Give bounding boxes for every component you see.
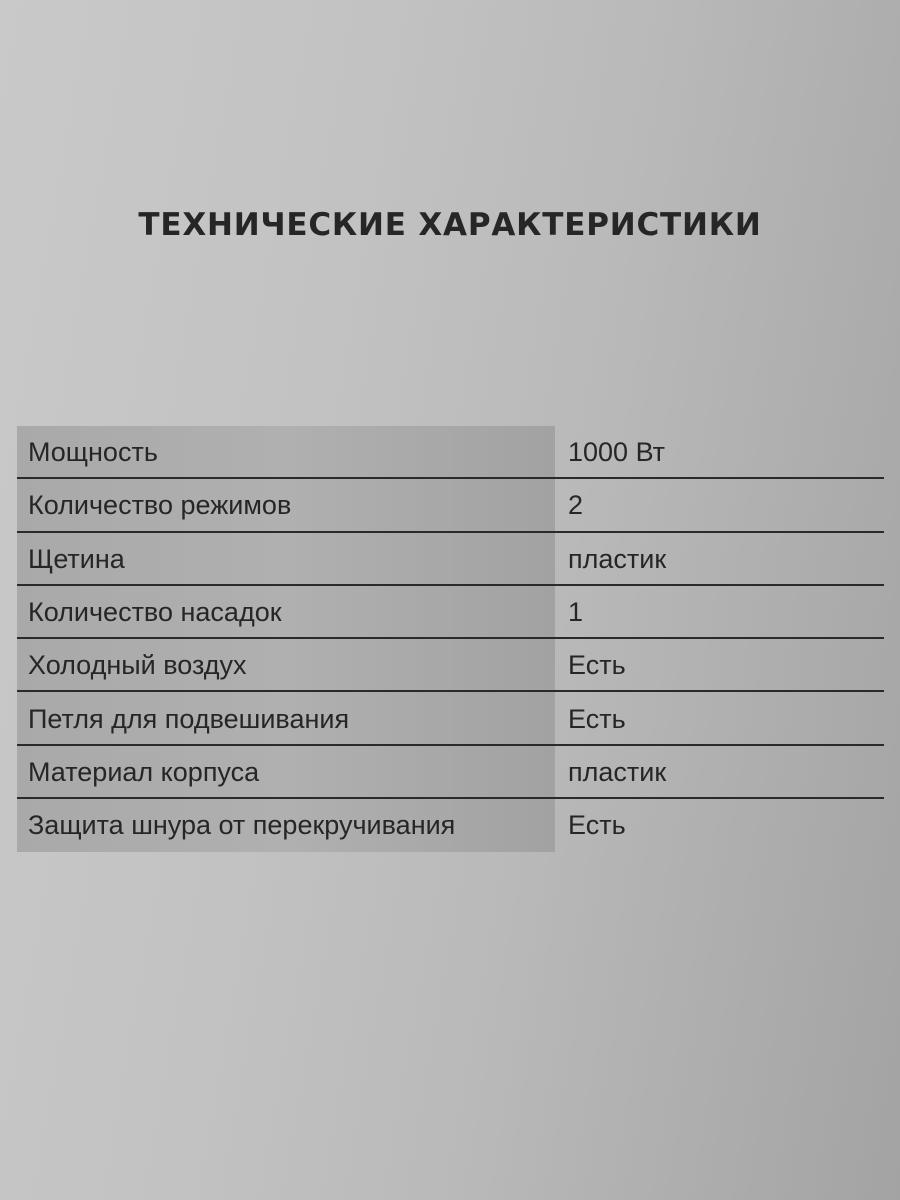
spec-table (17, 426, 884, 852)
spec-row-modes (17, 479, 884, 532)
spec-row-bristle (17, 533, 884, 586)
spec-row-cord-protection (17, 799, 884, 852)
spec-row-cold-air (17, 639, 884, 692)
spec-row-power (17, 426, 884, 479)
spec-value: 2 (568, 490, 584, 521)
spec-row-body-material (17, 746, 884, 799)
spec-label: Количество режимов (17, 479, 555, 532)
spec-label: Материал корпуса (17, 746, 555, 799)
spec-label: Щетина (17, 533, 555, 586)
spec-value: пластик (568, 756, 667, 787)
spec-label: Количество насадок (17, 586, 555, 639)
spec-value: Есть (568, 703, 626, 734)
spec-label: Защита шнура от перекручивания (17, 799, 555, 852)
spec-value: 1000 Вт (568, 437, 666, 468)
spec-value: Есть (568, 810, 626, 841)
spec-value: 1 (568, 597, 584, 628)
spec-label: Мощность (17, 426, 555, 479)
spec-value: пластик (568, 543, 667, 574)
spec-row-hanging-loop (17, 692, 884, 745)
spec-label: Холодный воздух (17, 639, 555, 692)
spec-value: Есть (568, 650, 626, 681)
page-title: ТЕХНИЧЕСКИЕ ХАРАКТЕРИСТИКИ (138, 206, 762, 243)
spec-label: Петля для подвешивания (17, 692, 555, 745)
spec-row-attachments (17, 586, 884, 639)
